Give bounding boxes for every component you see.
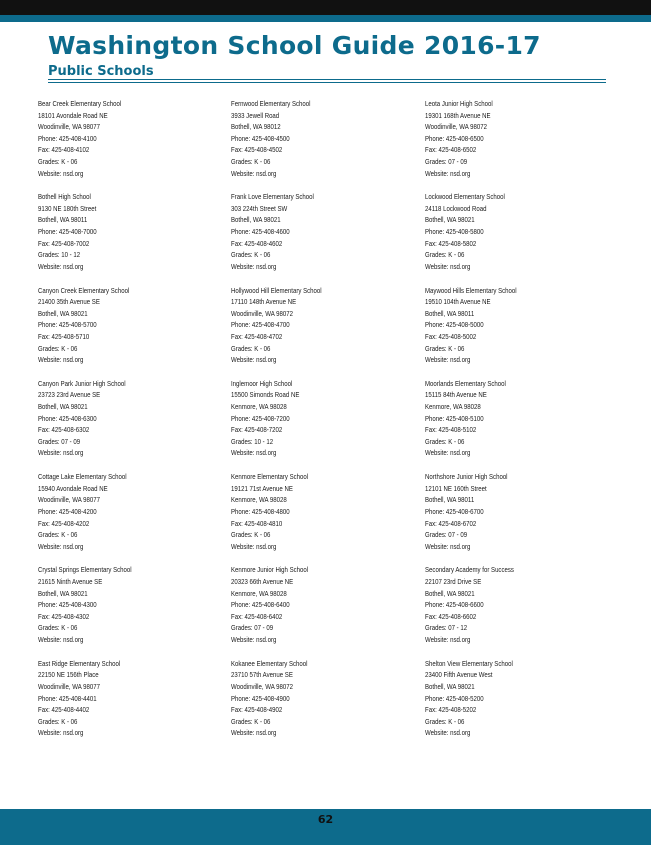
school-address: 9130 NE 180th Street [38, 203, 97, 213]
school-website: Website: nsd.org [424, 541, 471, 551]
school-address: 20323 66th Avenue NE [231, 577, 294, 587]
school-entry [231, 471, 424, 564]
school-name: East Ridge Elementary School [38, 658, 121, 668]
school-phone: Phone: 425-408-6500 [424, 133, 484, 143]
school-website: Website: nsd.org [231, 541, 277, 551]
school-phone: Phone: 425-408-4900 [231, 693, 290, 703]
page-number: 62 [317, 813, 334, 826]
school-grades: Grades: K - 06 [424, 716, 465, 726]
school-entry [425, 378, 618, 471]
school-website: Website: nsd.org [231, 635, 277, 645]
school-website: Website: nsd.org [231, 448, 277, 458]
school-website: Website: nsd.org [424, 448, 471, 458]
school-phone: Phone: 425-408-6400 [231, 600, 290, 610]
school-name: Fernwood Elementary School [231, 99, 311, 108]
school-city: Woodinville, WA 98077 [38, 495, 100, 505]
school-fax: Fax: 425-408-5802 [424, 238, 476, 248]
school-grades: Grades: K - 06 [424, 436, 465, 446]
school-fax: Fax: 425-408-7202 [231, 425, 283, 435]
school-name: Bothell High School [38, 192, 91, 202]
school-phone: Phone: 425-408-4700 [231, 320, 290, 330]
school-website: Website: nsd.org [38, 541, 84, 551]
school-address: 15500 Simonds Road NE [231, 390, 300, 400]
school-entry [425, 564, 618, 657]
school-city: Bothell, WA 98021 [231, 215, 281, 225]
school-address: 18101 Avondale Road NE [38, 110, 108, 120]
school-city: Kenmore, WA 98028 [231, 402, 288, 412]
school-address: 19121 71st Avenue NE [231, 483, 294, 493]
school-entry [38, 471, 231, 564]
school-website: Website: nsd.org [38, 355, 84, 365]
school-fax: Fax: 425-408-4702 [231, 331, 283, 341]
header-rule-top [48, 79, 606, 80]
school-fax: Fax: 425-408-4902 [231, 705, 283, 715]
school-website: Website: nsd.org [38, 635, 84, 645]
school-entry [38, 564, 231, 657]
school-grades: Grades: K - 06 [424, 250, 465, 260]
header-rule-bottom [48, 82, 606, 83]
school-grades: Grades: K - 06 [424, 343, 465, 353]
school-name: Kokanee Elementary School [231, 658, 308, 668]
school-phone: Phone: 425-408-7000 [38, 227, 97, 237]
school-phone: Phone: 425-408-5700 [38, 320, 97, 330]
school-fax: Fax: 425-408-4810 [231, 518, 283, 528]
school-city: Bothell, WA 98021 [38, 402, 88, 412]
school-grades: Grades: K - 06 [38, 343, 78, 353]
school-fax: Fax: 425-408-6402 [231, 611, 283, 621]
school-entry [425, 285, 618, 378]
school-phone: Phone: 425-408-5100 [424, 413, 484, 423]
school-grades: Grades: K - 06 [231, 530, 271, 540]
school-city: Bothell, WA 98021 [424, 681, 475, 691]
school-entry [425, 658, 618, 751]
school-grades: Grades: K - 06 [231, 343, 271, 353]
school-name: Northshore Junior High School [424, 472, 508, 482]
school-address: 15115 84th Avenue NE [424, 390, 487, 400]
school-address: 21400 35th Avenue SE [38, 297, 100, 307]
school-phone: Phone: 425-408-5200 [424, 693, 484, 703]
school-fax: Fax: 425-408-4502 [231, 145, 283, 155]
school-city: Bothell, WA 98021 [424, 588, 475, 598]
school-name: Kenmore Elementary School [231, 472, 309, 482]
school-entry [231, 98, 424, 191]
school-fax: Fax: 425-408-5710 [38, 331, 90, 341]
school-website: Website: nsd.org [38, 261, 84, 271]
school-city: Bothell, WA 98021 [38, 308, 88, 318]
school-fax: Fax: 425-408-6502 [424, 145, 476, 155]
school-city: Bothell, WA 98012 [231, 122, 281, 132]
school-entry [231, 285, 424, 378]
school-entry [38, 98, 231, 191]
school-city: Kenmore, WA 98028 [231, 495, 288, 505]
school-address: 3933 Jewell Road [231, 110, 280, 120]
school-phone: Phone: 425-408-6300 [38, 413, 97, 423]
school-entry [38, 658, 231, 751]
school-fax: Fax: 425-408-4602 [231, 238, 283, 248]
school-grades: Grades: 07 - 09 [424, 156, 467, 166]
school-entry [425, 471, 618, 564]
school-address: 303 224th Street SW [231, 203, 288, 213]
school-grades: Grades: 07 - 09 [38, 436, 81, 446]
school-name: Crystal Springs Elementary School [38, 565, 132, 575]
school-grades: Grades: K - 06 [38, 623, 78, 633]
school-city: Woodinville, WA 98072 [231, 681, 294, 691]
school-website: Website: nsd.org [424, 261, 471, 271]
school-phone: Phone: 425-408-4300 [38, 600, 97, 610]
school-address: 12101 NE 160th Street [424, 483, 487, 493]
school-grades: Grades: K - 06 [38, 156, 78, 166]
school-city: Woodinville, WA 98072 [231, 308, 294, 318]
school-city: Bothell, WA 98011 [38, 215, 88, 225]
school-entry [38, 378, 231, 471]
school-name: Secondary Academy for Success [424, 565, 514, 575]
school-name: Moorlands Elementary School [424, 378, 506, 388]
listing-column [425, 98, 618, 751]
page-title: Washington School Guide 2016-17 [48, 31, 541, 60]
school-city: Kenmore, WA 98028 [231, 588, 288, 598]
school-grades: Grades: 07 - 09 [231, 623, 274, 633]
school-phone: Phone: 425-408-6700 [424, 506, 484, 516]
school-address: 23723 23rd Avenue SE [38, 390, 101, 400]
school-name: Lockwood Elementary School [424, 192, 505, 202]
school-entry [425, 98, 618, 191]
school-name: Frank Love Elementary School [231, 192, 315, 202]
school-name: Cottage Lake Elementary School [38, 472, 127, 482]
school-name: Shelton View Elementary School [424, 658, 513, 668]
school-grades: Grades: 10 - 12 [231, 436, 274, 446]
school-address: 22107 23rd Drive SE [424, 577, 481, 587]
school-website: Website: nsd.org [424, 168, 471, 178]
school-entry [231, 564, 424, 657]
school-city: Kenmore, WA 98028 [424, 402, 481, 412]
school-website: Website: nsd.org [231, 728, 277, 738]
school-fax: Fax: 425-408-4202 [38, 518, 90, 528]
school-name: Canyon Creek Elementary School [38, 285, 130, 295]
school-name: Leota Junior High School [424, 99, 493, 108]
school-name: Inglemoor High School [231, 378, 293, 388]
school-phone: Phone: 425-408-4800 [231, 506, 290, 516]
school-fax: Fax: 425-408-6702 [424, 518, 476, 528]
school-website: Website: nsd.org [38, 168, 84, 178]
school-listing [38, 98, 618, 751]
school-phone: Phone: 425-408-5800 [424, 227, 484, 237]
school-website: Website: nsd.org [231, 355, 277, 365]
school-city: Bothell, WA 98011 [424, 308, 474, 318]
school-address: 15940 Avondale Road NE [38, 483, 108, 493]
school-grades: Grades: K - 06 [38, 530, 78, 540]
school-entry [38, 191, 231, 284]
school-address: 23710 57th Avenue SE [231, 670, 294, 680]
school-website: Website: nsd.org [231, 168, 277, 178]
school-entry [231, 378, 424, 471]
school-city: Bothell, WA 98011 [424, 495, 474, 505]
school-phone: Phone: 425-408-5000 [424, 320, 484, 330]
school-city: Woodinville, WA 98077 [38, 122, 100, 132]
school-phone: Phone: 425-408-4200 [38, 506, 97, 516]
school-fax: Fax: 425-408-4402 [38, 705, 90, 715]
school-address: 21615 Ninth Avenue SE [38, 577, 103, 587]
school-city: Woodinville, WA 98077 [38, 681, 100, 691]
school-entry [231, 191, 424, 284]
school-fax: Fax: 425-408-5002 [424, 331, 476, 341]
school-name: Bear Creek Elementary School [38, 99, 122, 108]
top-black-band [0, 0, 651, 15]
school-website: Website: nsd.org [38, 728, 84, 738]
school-grades: Grades: K - 06 [231, 716, 271, 726]
school-website: Website: nsd.org [231, 261, 277, 271]
school-entry [231, 658, 424, 751]
school-address: 22150 NE 156th Place [38, 670, 99, 680]
school-address: 17110 148th Avenue NE [231, 297, 297, 307]
school-fax: Fax: 425-408-4302 [38, 611, 90, 621]
listing-column [38, 98, 231, 751]
school-phone: Phone: 425-408-7200 [231, 413, 290, 423]
listing-column [231, 98, 424, 751]
school-phone: Phone: 425-408-4500 [231, 133, 290, 143]
school-name: Hollywood Hill Elementary School [231, 285, 322, 295]
school-phone: Phone: 425-408-4401 [38, 693, 97, 703]
school-name: Canyon Park Junior High School [38, 378, 126, 388]
school-name: Kenmore Junior High School [231, 565, 309, 575]
school-address: 24118 Lockwood Road [424, 203, 487, 213]
school-address: 19510 104th Avenue NE [424, 297, 491, 307]
school-fax: Fax: 425-408-5102 [424, 425, 476, 435]
top-accent-band [0, 15, 651, 22]
school-fax: Fax: 425-408-4102 [38, 145, 90, 155]
section-subtitle: Public Schools [48, 64, 154, 79]
school-fax: Fax: 425-408-7002 [38, 238, 90, 248]
school-fax: Fax: 425-408-6302 [38, 425, 90, 435]
school-city: Bothell, WA 98021 [38, 588, 88, 598]
school-name: Maywood Hills Elementary School [424, 285, 517, 295]
school-entry [425, 191, 618, 284]
school-address: 23400 Fifth Avenue West [424, 670, 493, 680]
school-grades: Grades: K - 06 [231, 156, 271, 166]
school-website: Website: nsd.org [424, 355, 471, 365]
school-city: Woodinville, WA 98072 [424, 122, 487, 132]
school-website: Website: nsd.org [424, 635, 471, 645]
school-fax: Fax: 425-408-5202 [424, 705, 476, 715]
school-grades: Grades: 07 - 09 [424, 530, 467, 540]
school-grades: Grades: 07 - 12 [424, 623, 467, 633]
school-phone: Phone: 425-408-4100 [38, 133, 97, 143]
school-address: 19301 168th Avenue NE [424, 110, 491, 120]
school-grades: Grades: 10 - 12 [38, 250, 81, 260]
school-grades: Grades: K - 06 [38, 716, 78, 726]
school-website: Website: nsd.org [38, 448, 84, 458]
school-phone: Phone: 425-408-4600 [231, 227, 290, 237]
school-entry [38, 285, 231, 378]
school-website: Website: nsd.org [424, 728, 471, 738]
school-city: Bothell, WA 98021 [424, 215, 475, 225]
school-grades: Grades: K - 06 [231, 250, 271, 260]
school-phone: Phone: 425-408-6600 [424, 600, 484, 610]
school-fax: Fax: 425-408-6602 [424, 611, 476, 621]
